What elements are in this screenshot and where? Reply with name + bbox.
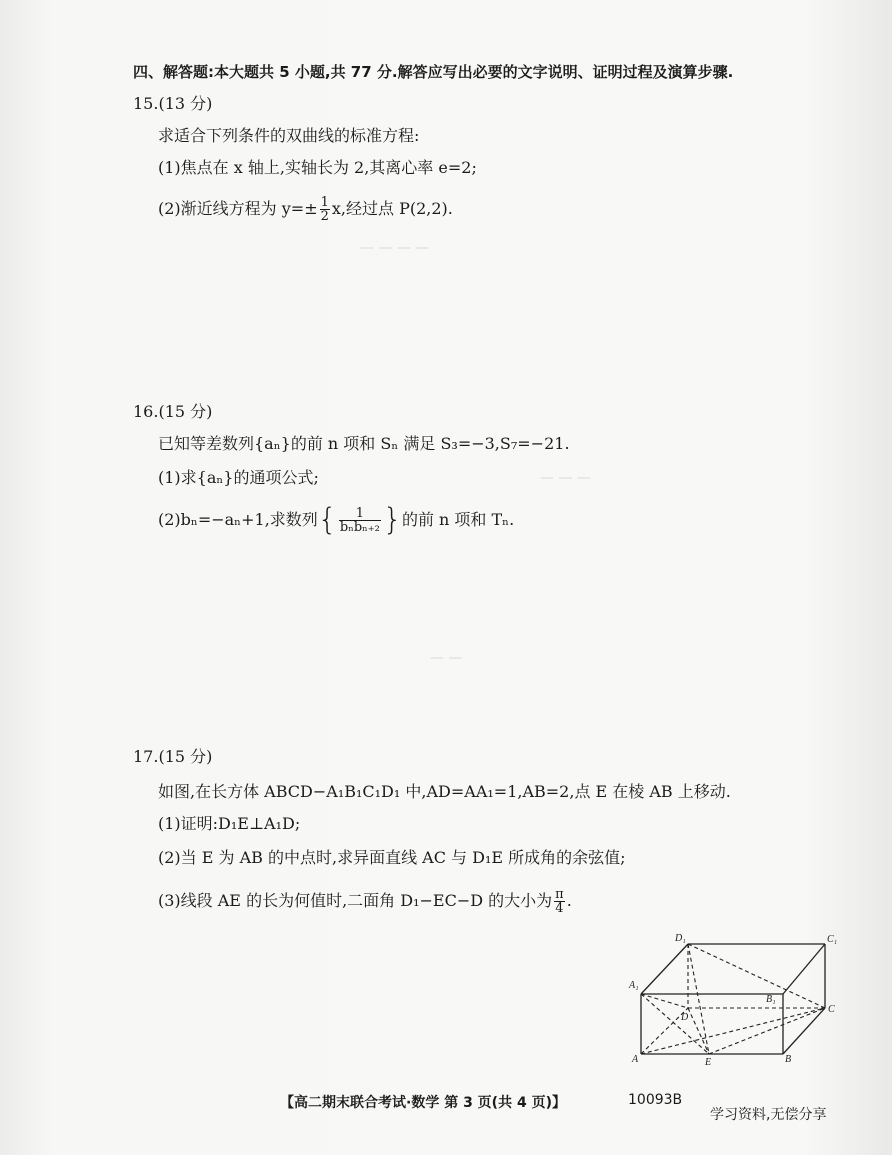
label-d: D xyxy=(681,1012,689,1023)
q17-intro: 如图,在长方体 ABCD−A₁B₁C₁D₁ 中,AD=AA₁=1,AB=2,点 E 在棱 AB 上移动. xyxy=(158,782,731,801)
q15-fraction xyxy=(320,196,330,223)
label-c1: C₁ xyxy=(827,934,838,945)
paper-code: 10093B xyxy=(628,1092,683,1108)
left-brace: { xyxy=(317,502,337,538)
q17-frac-den: 4 xyxy=(555,901,564,916)
segment-ac xyxy=(641,1008,825,1054)
bleed-through-mark: — — — — xyxy=(360,240,430,256)
q15-part2-prefix: (2)渐近线方程为 y=± xyxy=(158,199,318,218)
right-brace: } xyxy=(382,502,402,538)
bleed-through-mark: — — xyxy=(430,650,463,666)
edge-a1d1 xyxy=(641,944,688,994)
label-b: B xyxy=(785,1054,792,1065)
label-d1: D₁ xyxy=(675,933,686,944)
segment-a1d xyxy=(641,994,688,1008)
q17-number: 17.(15 分) xyxy=(133,747,213,766)
q15-part2 xyxy=(158,196,453,223)
share-watermark: 学习资料,无偿分享 xyxy=(710,1107,827,1123)
q16-part2-prefix: (2)bₙ=−aₙ+1,求数列 xyxy=(158,510,318,529)
q17-part3-prefix: (3)线段 AE 的长为何值时,二面角 D₁−EC−D 的大小为 xyxy=(158,891,553,910)
q17-frac-num: π xyxy=(555,887,564,902)
q15-intro: 求适合下列条件的双曲线的标准方程: xyxy=(158,126,420,145)
q16-number: 16.(15 分) xyxy=(133,402,213,421)
q16-frac-num: 1 xyxy=(339,507,381,521)
q15-frac-den: 2 xyxy=(320,209,329,224)
q17-part1: (1)证明:D₁E⊥A₁D; xyxy=(158,814,301,833)
label-c: C xyxy=(828,1004,835,1015)
section-heading: 四、解答题:本大题共 5 小题,共 77 分.解答应写出必要的文字说明、证明过程及演算步骤. xyxy=(133,63,734,81)
q15-number: 15.(13 分) xyxy=(133,94,213,113)
label-b1: B₁ xyxy=(766,994,776,1005)
edge-c1b1 xyxy=(783,944,825,994)
segment-d1c xyxy=(688,944,825,1008)
cuboid-figure xyxy=(625,928,845,1073)
segment-ec xyxy=(709,1008,825,1054)
bleed-through-mark: — — — xyxy=(540,470,591,486)
q16-part2-suffix: 的前 n 项和 Tₙ. xyxy=(401,510,515,529)
page-footer: 【高二期末联合考试·数学 第 3 页(共 4 页)】 xyxy=(280,1095,566,1111)
q17-part3-suffix: . xyxy=(566,891,572,910)
q15-part2-suffix: x,经过点 P(2,2). xyxy=(331,199,453,218)
q17-fraction xyxy=(554,888,565,915)
label-e: E xyxy=(705,1057,712,1068)
segment-de xyxy=(688,1008,709,1054)
q16-part2 xyxy=(158,502,515,538)
q16-fraction xyxy=(339,507,381,534)
q16-frac-den: bₙbₙ₊₂ xyxy=(339,520,380,535)
q15-frac-num: 1 xyxy=(320,195,329,210)
q15-part1: (1)焦点在 x 轴上,实轴长为 2,其离心率 e=2; xyxy=(158,158,477,177)
label-a1: A₁ xyxy=(629,980,639,991)
q17-part2: (2)当 E 为 AB 的中点时,求异面直线 AC 与 D₁E 所成角的余弦值; xyxy=(158,848,626,867)
q17-part3 xyxy=(158,888,572,915)
edge-bc xyxy=(783,1008,825,1054)
q16-intro: 已知等差数列{aₙ}的前 n 项和 Sₙ 满足 S₃=−3,S₇=−21. xyxy=(158,434,570,453)
q16-part1: (1)求{aₙ}的通项公式; xyxy=(158,468,319,487)
label-a: A xyxy=(632,1054,639,1065)
